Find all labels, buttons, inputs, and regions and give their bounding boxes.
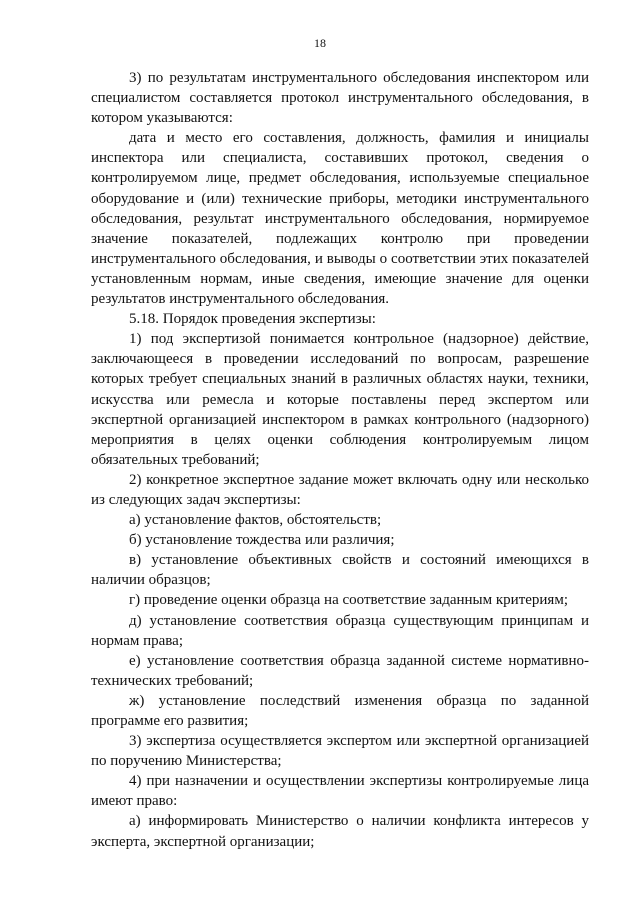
paragraph: 4) при назначении и осуществлении экспертизы контролируемые лица имеют право: bbox=[91, 773, 589, 810]
list-item: а) установление фактов, обстоятельств; bbox=[129, 512, 382, 529]
list-item: е) установление соответствия образца заданной системе нормативно-технических требований; bbox=[91, 652, 589, 689]
list-item: в) установление объективных свойств и состояний имеющихся в наличии образцов; bbox=[91, 552, 589, 589]
document-body bbox=[91, 68, 589, 852]
list-item: г) проведение оценки образца на соответствие заданным критериям; bbox=[129, 592, 568, 609]
paragraph: 3) экспертиза осуществляется экспертом или экспертной организацией по поручению Министерства; bbox=[91, 733, 589, 770]
page-number: 18 bbox=[314, 36, 326, 50]
paragraph: 2) конкретное экспертное задание может включать одну или несколько из следующих задач экспертизы: bbox=[91, 471, 589, 508]
list-item: д) установление соответствия образца существующим принципам и нормам права; bbox=[91, 612, 589, 649]
list-item: ж) установление последствий изменения образца по заданной программе его развития; bbox=[91, 692, 589, 729]
list-item: б) установление тождества или различия; bbox=[129, 532, 395, 549]
paragraph: 3) по результатам инструментального обследования инспектором или специалистом составляется протокол инструментального обследования, в котором указываются: bbox=[91, 70, 589, 127]
paragraph: 1) под экспертизой понимается контрольное (надзорное) действие, заключающееся в проведении исследований по вопросам, разрешение которых требует специальных знаний в различных областях науки, техники, искусства или ремесла и которые поставлены перед экспертом или экспертной организацией инспектором в рамках контрольного (надзорного) мероприятия в целях оценки соблюдения контролируемым лицом обязательных требований; bbox=[91, 331, 589, 468]
list-item: а) информировать Министерство о наличии конфликта интересов у эксперта, экспертной организации; bbox=[91, 813, 589, 850]
section-heading: 5.18. Порядок проведения экспертизы: bbox=[129, 311, 376, 328]
paragraph: дата и место его составления, должность, фамилия и инициалы инспектора или специалиста, составивших протокол, сведения о контролируемом лице, предмет обследования, используемые специальное оборудование и (или) технические приборы, методики инструментального обследования, результат инструментального обследования, нормируемое значение показателей, подлежащих контролю при проведении инструментального обследования, и выводы о соответствии этих показателей установленным нормам, иные сведения, имеющие значение для оценки результатов инструментального обследования. bbox=[91, 130, 589, 308]
